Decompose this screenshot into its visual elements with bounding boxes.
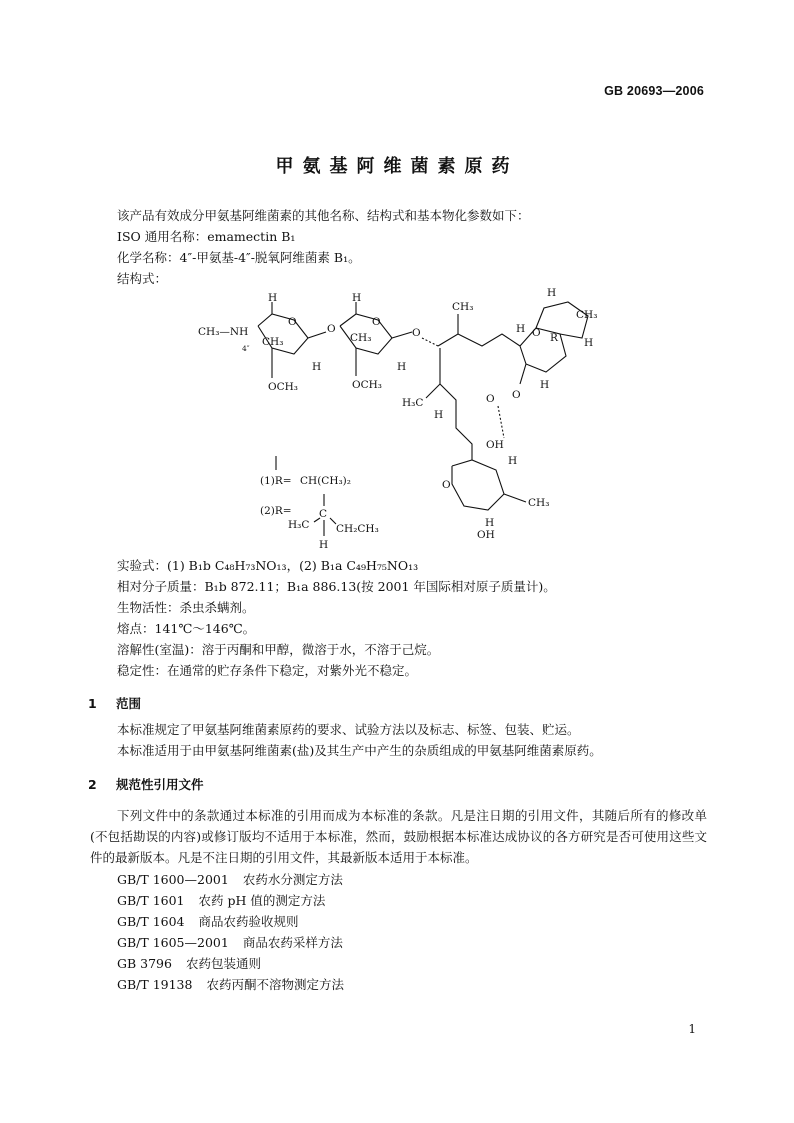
h-atom: H — [397, 361, 407, 373]
standard-code: GB 20693—2006 — [604, 84, 704, 98]
r-group-label: R — [550, 332, 558, 344]
intro-line: 该产品有效成分甲氨基阿维菌素的其他名称、结构式和基本物化参数如下： — [117, 208, 530, 223]
carbonyl-oxygen: O — [486, 393, 495, 405]
formula: 实验式：(1) B₁b C₄₈H₇₃NO₁₃，(2) B₁a C₄₉H₇₅NO₁₃ — [117, 558, 419, 573]
reference-item — [117, 891, 325, 909]
ch3-label: CH₃ — [576, 309, 598, 321]
h-atom: H — [584, 337, 594, 349]
linker-oxygen: O — [412, 327, 421, 339]
h3c-label: H₃C — [402, 397, 424, 409]
section-number: 2 — [88, 777, 97, 792]
oh-label: OH — [486, 439, 504, 451]
ch3-label: CH₃ — [528, 497, 550, 509]
reference-title: 农药 pH 值的测定方法 — [198, 893, 326, 908]
iso-name: ISO 通用名称：emamectin B₁ — [117, 229, 296, 244]
position-label: 4″ — [242, 344, 250, 353]
page-number: 1 — [688, 1022, 696, 1036]
h-atom: H — [540, 379, 550, 391]
benzofuran-ring — [452, 460, 504, 510]
reference-code: GB/T 1604 — [117, 914, 185, 929]
document-title: 甲氨基阿维菌素原药 — [275, 156, 519, 177]
r2-label: (2)R= — [260, 505, 292, 517]
r2-carbon: C — [319, 508, 328, 520]
h-atom: H — [516, 323, 526, 335]
sugar-ring-1 — [258, 314, 308, 354]
reference-title: 商品农药验收规则 — [198, 914, 299, 929]
reference-title: 农药丙酮不溶物测定方法 — [206, 977, 344, 992]
reference-item — [117, 975, 344, 993]
spiroketal-ring-a — [520, 328, 566, 372]
chemical-name: 化学名称：4″-甲氨基-4″-脱氧阿维菌素 B₁。 — [117, 250, 361, 265]
h-atom: H — [547, 288, 557, 299]
methylamino-label: CH₃—NH — [198, 326, 249, 338]
diene-chain — [440, 384, 472, 460]
reference-code: GB/T 1601 — [117, 893, 185, 908]
stability: 稳定性：在通常的贮存条件下稳定，对紫外光不稳定。 — [117, 663, 418, 678]
reference-code: GB 3796 — [117, 956, 172, 971]
ch3-label: CH₃ — [262, 336, 284, 348]
r2-ethyl: CH₂CH₃ — [336, 523, 379, 535]
section-1-paragraph: 本标准规定了甲氨基阿维菌素原药的要求、试验方法以及标志、标签、包装、贮运。 — [117, 722, 580, 737]
ring-oxygen: O — [532, 327, 541, 339]
ring-oxygen: O — [288, 316, 297, 328]
reference-code: GB/T 1605—2001 — [117, 935, 229, 950]
reference-title: 商品农药采样方法 — [242, 935, 343, 950]
ring-oxygen: O — [372, 316, 381, 328]
r2-h3c: H₃C — [288, 519, 310, 531]
melting-point: 熔点：141℃～146℃。 — [117, 621, 256, 636]
oh-label: OH — [477, 529, 495, 541]
linker-oxygen: O — [327, 323, 336, 335]
h-atom: H — [268, 292, 278, 304]
section-2-paragraph: 下列文件中的条款通过本标准的引用而成为本标准的条款。凡是注日期的引用文件，其随后所有的修改单(不包括勘误的内容)或修订版均不适用于本标准，然而，鼓励根据本标准达成协议的各方研究是否可使用这些文件的最新版本。凡是不注日期的引用文件，其最新版本适用于本标准。 — [90, 808, 707, 865]
reference-title: 农药水分测定方法 — [242, 872, 343, 887]
molecular-weight: 相对分子质量：B₁b 872.11；B₁a 886.13(按 2001 年国际相对原子质量计)。 — [117, 579, 556, 594]
ester-oxygen: O — [512, 389, 521, 401]
reference-code: GB/T 1600—2001 — [117, 872, 229, 887]
reference-item — [117, 912, 299, 930]
backbone-chain — [438, 334, 520, 346]
reference-item — [117, 954, 261, 972]
furan-oxygen: O — [442, 479, 451, 491]
h-atom: H — [485, 517, 495, 529]
ch3-label: CH₃ — [350, 332, 372, 344]
h-atom: H — [434, 409, 444, 421]
structure-label: 结构式： — [117, 271, 168, 286]
h-atom: H — [319, 539, 329, 551]
h-atom: H — [312, 361, 322, 373]
r1-label: (1)R= — [260, 475, 292, 487]
reference-item — [117, 933, 343, 951]
solubility: 溶解性(室温)：溶于丙酮和甲醇，微溶于水，不溶于己烷。 — [117, 642, 440, 657]
r1-group: CH(CH₃)₂ — [300, 475, 351, 487]
reference-code: GB/T 19138 — [117, 977, 193, 992]
structural-formula — [190, 288, 610, 553]
reference-item — [117, 870, 343, 888]
section-2-heading — [88, 775, 204, 793]
section-number: 1 — [88, 696, 97, 711]
section-1-heading — [88, 694, 141, 712]
h-atom: H — [508, 455, 518, 467]
section-title: 范围 — [116, 696, 142, 711]
ch3-label: CH₃ — [452, 301, 474, 313]
section-1-paragraph: 本标准适用于由甲氨基阿维菌素(盐)及其生产中产生的杂质组成的甲氨基阿维菌素原药。 — [117, 743, 602, 758]
och3-label: OCH₃ — [352, 379, 383, 391]
reference-title: 农药包装通则 — [185, 956, 261, 971]
och3-label: OCH₃ — [268, 381, 299, 393]
section-title: 规范性引用文件 — [116, 777, 204, 792]
bioactivity: 生物活性：杀虫杀螨剂。 — [117, 600, 255, 615]
h-atom: H — [352, 292, 362, 304]
